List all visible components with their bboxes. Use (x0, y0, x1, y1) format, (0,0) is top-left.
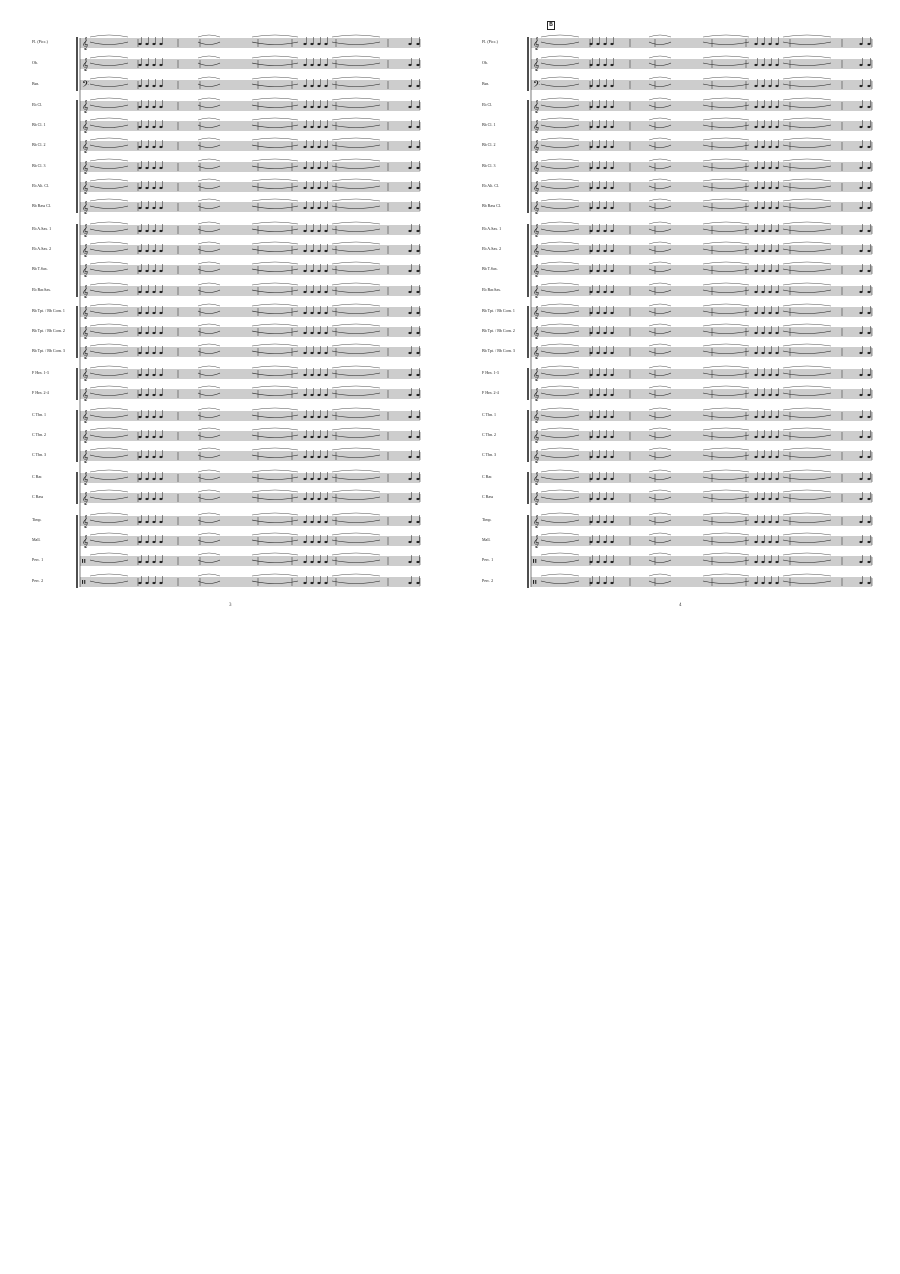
staff (80, 513, 420, 528)
staff (531, 304, 872, 319)
instrument-label: Eb A.Sax. 2 (482, 246, 502, 251)
svg-text:𝄞: 𝄞 (82, 472, 89, 485)
instrument-label: F Hrn. 2-4 (32, 390, 49, 395)
instrument-label: Mall. (482, 537, 491, 542)
staff (531, 242, 872, 257)
staff (80, 56, 420, 71)
svg-text:𝄞: 𝄞 (82, 306, 89, 319)
svg-text:𝄞: 𝄞 (533, 140, 540, 153)
instrument-label: C Bar. (32, 474, 43, 479)
instrument-label: Ob. (32, 60, 38, 65)
svg-text:𝄞: 𝄞 (533, 100, 540, 113)
svg-text:𝄞: 𝄞 (82, 140, 89, 153)
instrument-label: C Tbn. 3 (32, 452, 47, 457)
svg-text:𝄢: 𝄢 (533, 79, 541, 92)
staff (80, 118, 420, 133)
staff (531, 448, 872, 463)
svg-text:𝄞: 𝄞 (82, 120, 89, 133)
instrument-label: Bb Tpt. / Bb Corn. 3 (482, 348, 515, 353)
staff (80, 324, 420, 339)
instrument-label: Bb Cl. 1 (32, 122, 46, 127)
staff (531, 138, 872, 153)
staff (531, 574, 872, 589)
staff (531, 344, 872, 359)
score-system-graphic (0, 0, 450, 640)
svg-text:𝄞: 𝄞 (533, 535, 540, 548)
staff (531, 366, 872, 381)
svg-text:𝄞: 𝄞 (533, 472, 540, 485)
staff (531, 35, 872, 50)
svg-text:𝄞: 𝄞 (82, 161, 89, 174)
instrument-label: Eb Alt. Cl. (482, 183, 500, 188)
instrument-label: F Hrn. 2-4 (482, 390, 499, 395)
svg-text:𝄞: 𝄞 (82, 430, 89, 443)
instrument-label: Bb Cl. 2 (32, 142, 46, 147)
instrument-label: Bsn. (32, 81, 40, 86)
instrument-label: Eb A.Sax. 1 (32, 226, 52, 231)
instrument-label: Eb Bar.Sax. (32, 287, 51, 292)
staff (531, 283, 872, 298)
staff (80, 408, 420, 423)
instrument-label: Bb Tpt. / Bb Corn. 1 (482, 308, 515, 313)
svg-text:𝄥: 𝄥 (82, 576, 86, 589)
staff (80, 283, 420, 298)
svg-text:𝄞: 𝄞 (533, 450, 540, 463)
svg-text:𝄞: 𝄞 (533, 326, 540, 339)
staff (80, 77, 420, 92)
instrument-label: Perc. 1 (32, 557, 44, 562)
staff (531, 490, 872, 505)
svg-text:𝄞: 𝄞 (82, 181, 89, 194)
instrument-label: Ob. (482, 60, 488, 65)
svg-text:𝄞: 𝄞 (533, 264, 540, 277)
instrument-label: F Hrn. 1-3 (32, 370, 49, 375)
staff (80, 138, 420, 153)
svg-text:𝄥: 𝄥 (533, 555, 537, 568)
instrument-label: Bb T.Sax. (482, 266, 498, 271)
instrument-label: C Tbn. 2 (32, 432, 47, 437)
instrument-label: Eb Cl. (482, 102, 493, 107)
staff (80, 344, 420, 359)
instrument-label: Timp. (32, 517, 42, 522)
staff (80, 470, 420, 485)
svg-text:𝄞: 𝄞 (533, 285, 540, 298)
instrument-label: Perc. 2 (482, 578, 494, 583)
svg-text:𝄞: 𝄞 (82, 201, 89, 214)
staff (531, 533, 872, 548)
svg-text:𝄞: 𝄞 (533, 58, 540, 71)
staff (80, 490, 420, 505)
svg-text:𝄞: 𝄞 (533, 306, 540, 319)
instrument-label: C Bass (482, 494, 494, 499)
svg-text:𝄞: 𝄞 (533, 410, 540, 423)
staff (531, 386, 872, 401)
svg-text:𝄞: 𝄞 (82, 326, 89, 339)
svg-text:𝄞: 𝄞 (533, 368, 540, 381)
instrument-label: Fl. (Picc.) (482, 39, 498, 44)
instrument-label: Bb Cl. 1 (482, 122, 496, 127)
staff (80, 35, 420, 50)
staff (531, 553, 872, 568)
svg-text:𝄞: 𝄞 (533, 388, 540, 401)
instrument-label: Bb T.Sax. (32, 266, 48, 271)
instrument-label: Bb Cl. 3 (482, 163, 496, 168)
svg-text:𝄞: 𝄞 (82, 388, 89, 401)
staff (80, 242, 420, 257)
svg-text:𝄞: 𝄞 (533, 120, 540, 133)
instrument-label: Bb Bass Cl. (482, 203, 502, 208)
instrument-label: Bsn. (482, 81, 490, 86)
staff (80, 222, 420, 237)
svg-text:𝄞: 𝄞 (82, 450, 89, 463)
staff (531, 428, 872, 443)
staff (80, 448, 420, 463)
svg-text:𝄞: 𝄞 (533, 430, 540, 443)
instrument-label: Bb Tpt. / Bb Corn. 2 (482, 328, 515, 333)
score-system-graphic (450, 0, 900, 640)
svg-text:𝄞: 𝄞 (533, 161, 540, 174)
instrument-label: Bb Tpt. / Bb Corn. 1 (32, 308, 65, 313)
instrument-label: C Tbn. 1 (32, 412, 47, 417)
staff (531, 179, 872, 194)
instrument-label: Eb Bar.Sax. (482, 287, 501, 292)
instrument-label: Eb A.Sax. 2 (32, 246, 52, 251)
svg-text:𝄢: 𝄢 (82, 79, 90, 92)
staff (80, 386, 420, 401)
svg-text:𝄞: 𝄞 (533, 492, 540, 505)
svg-text:𝄞: 𝄞 (533, 37, 540, 50)
svg-text:𝄞: 𝄞 (82, 100, 89, 113)
svg-text:𝄞: 𝄞 (82, 535, 89, 548)
svg-text:𝄞: 𝄞 (82, 244, 89, 257)
staff (80, 574, 420, 589)
svg-text:𝄞: 𝄞 (82, 515, 89, 528)
svg-text:𝄞: 𝄞 (533, 181, 540, 194)
svg-text:𝄞: 𝄞 (533, 515, 540, 528)
instrument-label: Bb Cl. 3 (32, 163, 46, 168)
staff (80, 179, 420, 194)
svg-text:𝄞: 𝄞 (82, 368, 89, 381)
instrument-label: Fl. (Picc.) (32, 39, 48, 44)
instrument-label: C Tbn. 2 (482, 432, 497, 437)
instrument-label: Bb Tpt. / Bb Corn. 2 (32, 328, 65, 333)
staff (531, 159, 872, 174)
score-page-4 (450, 0, 900, 640)
staff (531, 324, 872, 339)
instrument-label: C Bar. (482, 474, 493, 479)
page-number: 3 (229, 603, 232, 608)
staff (80, 366, 420, 381)
staff (80, 199, 420, 214)
staff (80, 553, 420, 568)
instrument-label: Bb Tpt. / Bb Corn. 3 (32, 348, 65, 353)
page-number: 4 (679, 603, 682, 608)
svg-text:𝄞: 𝄞 (82, 58, 89, 71)
staff (531, 222, 872, 237)
svg-text:𝄞: 𝄞 (82, 224, 89, 237)
svg-text:𝄞: 𝄞 (82, 264, 89, 277)
instrument-label: Eb A.Sax. 1 (482, 226, 502, 231)
svg-text:𝄞: 𝄞 (533, 346, 540, 359)
svg-text:𝄞: 𝄞 (533, 244, 540, 257)
svg-text:𝄞: 𝄞 (82, 37, 89, 50)
instrument-label: C Tbn. 3 (482, 452, 497, 457)
instrument-label: Bb Cl. 2 (482, 142, 496, 147)
rehearsal-mark: B (547, 21, 555, 30)
instrument-label: Eb Cl. (32, 102, 43, 107)
staff (531, 513, 872, 528)
instrument-label: Timp. (482, 517, 492, 522)
staff (531, 56, 872, 71)
svg-text:𝄞: 𝄞 (82, 285, 89, 298)
svg-text:𝄞: 𝄞 (82, 346, 89, 359)
staff (531, 408, 872, 423)
instrument-label: Eb Alt. Cl. (32, 183, 50, 188)
svg-text:𝄥: 𝄥 (82, 555, 86, 568)
staff (531, 199, 872, 214)
instrument-label: Mall. (32, 537, 41, 542)
score-page-3 (0, 0, 450, 640)
instrument-label: F Hrn. 1-3 (482, 370, 499, 375)
staff (80, 304, 420, 319)
staff (531, 262, 872, 277)
staff (80, 159, 420, 174)
staff (80, 98, 420, 113)
staff (80, 262, 420, 277)
staff (531, 118, 872, 133)
instrument-label: Bb Bass Cl. (32, 203, 52, 208)
instrument-label: C Bass (32, 494, 44, 499)
svg-text:𝄞: 𝄞 (82, 492, 89, 505)
staff (531, 470, 872, 485)
staff (80, 428, 420, 443)
instrument-label: C Tbn. 1 (482, 412, 497, 417)
staff (80, 533, 420, 548)
instrument-label: Perc. 2 (32, 578, 44, 583)
svg-text:𝄥: 𝄥 (533, 576, 537, 589)
svg-text:𝄞: 𝄞 (82, 410, 89, 423)
svg-text:𝄞: 𝄞 (533, 224, 540, 237)
svg-text:𝄞: 𝄞 (533, 201, 540, 214)
staff (531, 77, 872, 92)
staff (531, 98, 872, 113)
instrument-label: Perc. 1 (482, 557, 494, 562)
